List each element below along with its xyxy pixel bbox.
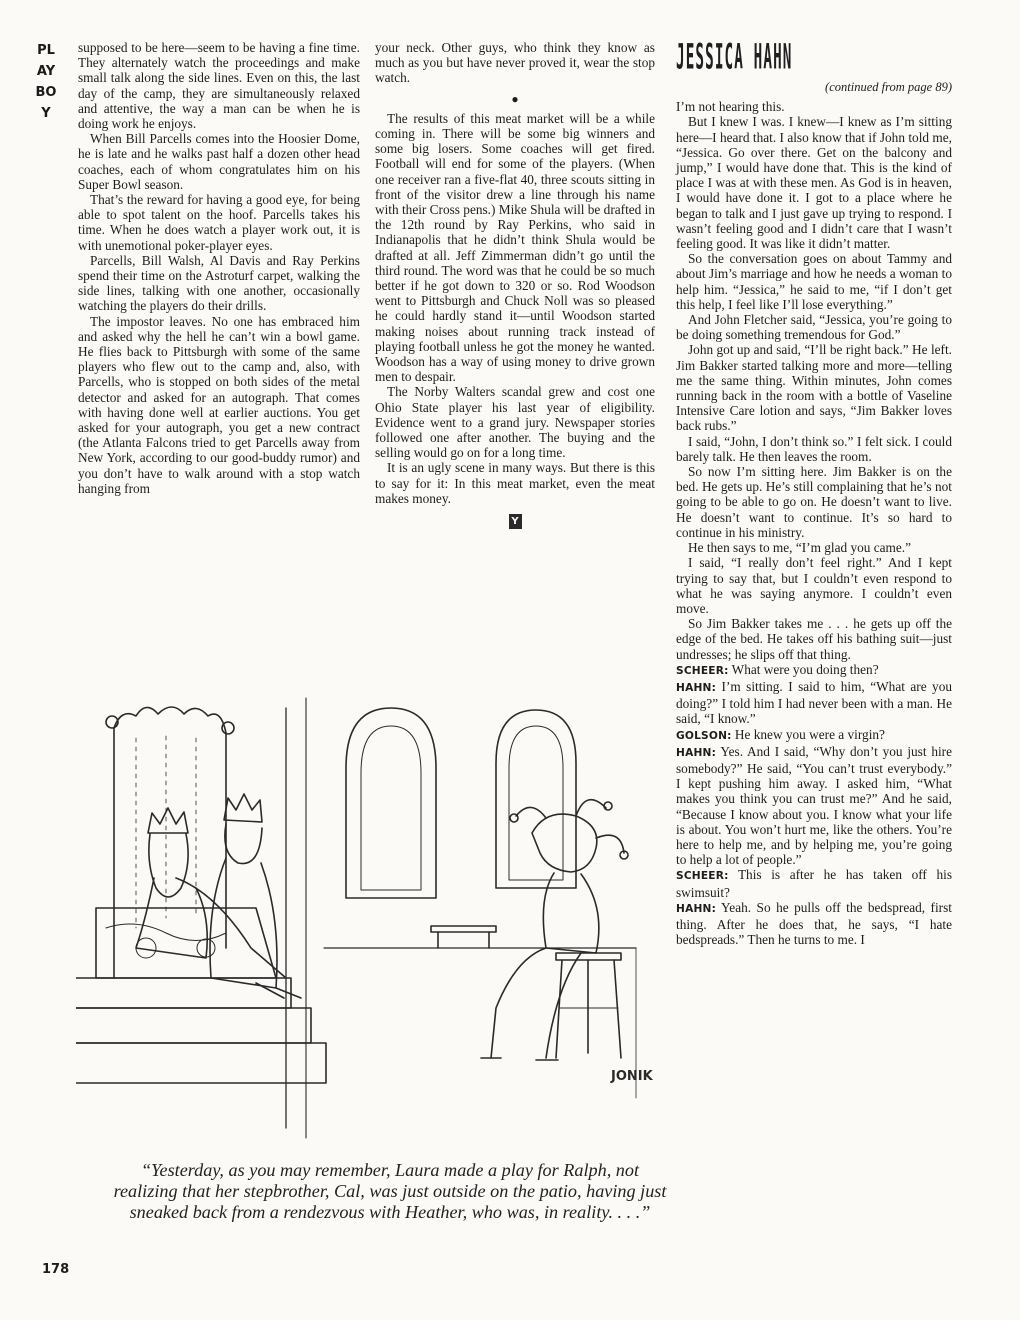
page-number: 178 <box>42 1262 70 1277</box>
paragraph: Parcells, Bill Walsh, Al Davis and Ray Perkins spend their time on the Astroturf carpet, walking the side lines, talking with one another, occasionally watching the players do their drills. <box>78 252 360 314</box>
paragraph-text: John got up and said, “I’ll be right back.” He left. Jim Bakker started talking more and more—telling me the same thing. Within minutes, John comes running back in the room with a bottle of Vaseline Intensive Care lotion and says, “Jim Bakker loves back rubs.” <box>676 342 952 434</box>
paragraph: When Bill Parcells comes into the Hoosier Dome, he is late and he walks past half a dozen other head coaches, each of whom congratulates him on his Super Bowl season. <box>78 131 360 192</box>
paragraph <box>676 555 952 616</box>
paragraph-text: So Jim Bakker takes me . . . he gets up off the edge of the bed. He takes off his bathing suit—just undresses; he slips off that thing. <box>676 616 952 662</box>
cartoon-illustration <box>76 648 676 1148</box>
paragraph-text: And John Fletcher said, “Jessica, you’re going to be doing something tremendous for God.” <box>676 312 952 343</box>
speaker-label: HAHN: <box>676 746 717 759</box>
paragraph <box>676 434 952 464</box>
paragraph: That’s the reward for having a good eye, for being able to spot talent on the hoof. Parcells takes his time. When he does watch a player work out, it is with unemotional poker-player eyes. <box>78 192 360 253</box>
speaker-label: SCHEER: <box>676 870 729 883</box>
paragraph: The results of this meat market will be a while coming in. There will be some big winners and some big losers. Some coaches will get fired. Football will end for some of the players. (When one receiver ran a five-flat 40, three scouts sitting in front of the visitor drew a line through his name with their Cross pens.) Mike Shula will be drafted in the 12th round by Ray Perkins, who said in Indianapolis that he didn’t think Shula would be drafted at all. Jeff Zimmerman didn’t go until the third round. The word was that he could be so much better if he got down to 320 or so. Rod Woodson went to Pittsburgh and Chuck Noll was so pleased he could hardly stand it—until Woodson started making noises about running track instead of playing football unless he got the money he wanted. Woodson has a way of using money to drive grown men to despair. <box>375 110 655 385</box>
speaker-label: HAHN: <box>676 681 717 694</box>
interview-exchange <box>676 867 952 899</box>
speaker-label: HAHN: <box>676 902 717 915</box>
interview-column <box>676 37 952 948</box>
paragraph <box>676 312 952 342</box>
paragraph: supposed to be here—seem to be having a fine time. They alternately watch the proceedings and make small talk along the side lines. Even on this, the last day of the camp, they are simultaneously relaxed and attentive, the way a man can be when he is doing work he enjoys. <box>78 40 360 132</box>
interview-exchange <box>676 744 952 868</box>
interview-exchange <box>676 679 952 727</box>
speaker-label: GOLSON: <box>676 729 732 742</box>
interview-exchange <box>676 727 952 744</box>
paragraph-text: So the conversation goes on about Tammy and about Jim’s marriage and how he needs a woman to help him. “Jessica,” he said to me, “if I don’t get this help, I feel like I’ll lose everything.” <box>676 251 952 312</box>
paragraph: It is an ugly scene in many ways. But there is this to say for it: In this meat market, even the meat makes money. <box>375 460 655 506</box>
paragraph <box>676 251 952 312</box>
paragraph-text: Yeah. So he pulls off the bedspread, first thing. After he does that, he says, “I hate bedspreads.” Then he turns to me. I <box>676 899 952 948</box>
paragraph-text: I’m not hearing this. <box>676 99 785 115</box>
paragraph: your neck. Other guys, who think they know as much as you but have never proved it, wear the stop watch. <box>375 40 655 86</box>
paragraph <box>676 99 952 114</box>
cartoon-caption: “Yesterday, as you may remember, Laura made a play for Ralph, not realizing that her stepbrother, Cal, was just outside on the patio, having just sneaked back from a rendezvous with Heather, who was, in reality. . . .” <box>113 1160 667 1222</box>
paragraph-text: I’m sitting. I said to him, “What are you doing?” I told him I had never been with a man. He said, “I know.” <box>676 678 952 727</box>
paragraph-text: He knew you were a virgin? <box>734 726 885 742</box>
paragraph <box>676 342 952 433</box>
paragraph <box>676 464 952 540</box>
magazine-name-vertical: PLAYBOY <box>35 43 57 121</box>
paragraph-text: I said, “John, I don’t think so.” I felt sick. I could barely talk. He then leaves the room. <box>676 433 952 464</box>
end-mark-icon: Y <box>509 514 522 529</box>
section-title: JESSICA HAHN <box>676 37 793 78</box>
article-column-1 <box>78 40 360 496</box>
cartoonist-signature: JONIK <box>611 1069 653 1084</box>
paragraph <box>676 540 952 555</box>
paragraph-text: What were you doing then? <box>731 661 879 677</box>
interview-exchange <box>676 662 952 679</box>
paragraph-text: So now I’m sitting here. Jim Bakker is on the bed. He gets up. He’s still complaining that he’s not going to be able to go on. He doesn’t want to live. He doesn’t want to continue. It’s so hard to continue in his ministry. <box>676 464 952 540</box>
article-column-2 <box>375 40 655 529</box>
section-separator: ● <box>511 91 519 106</box>
paragraph-text: But I knew I was. I knew—I knew as I’m sitting here—I heard that. I also know that if John told me, “Jessica. Go over there. Get on the balcony and jump,” I would have done that. This is the kind of place I was at with these men. As God is in heaven, I would have done it. I got to a place where he began to talk and I just gave up trying to respond. I wasn’t feeling good and I didn’t care that I wasn’t feeling good. It was like it didn’t matter. <box>676 114 952 252</box>
paragraph-text: I said, “I really don’t feel right.” And I kept trying to say that, but I couldn’t even respond to what he was saying anymore. I couldn’t even move. <box>676 555 952 616</box>
paragraph-text: He then says to me, “I’m glad you came.” <box>688 540 912 556</box>
paragraph: The impostor leaves. No one has embraced him and asked why the hell he can’t win a bowl game. He flies back to Pittsburgh with some of the same players who flew out to the camp and, also, with Parcells, who is stopped on both sides of the metal detector and asked for an autograph. That comes with having done well at earlier auctions. You get asked for your autograph, you get a new contract (the Atlanta Falcons tried to get Parcells away from New York, according to our good-buddy rumor) and you don’t have to walk around with a stop watch hanging from <box>78 313 360 496</box>
paragraph: The Norby Walters scandal grew and cost one Ohio State player his last year of eligibility. Evidence went to a grand jury. Newspaper stories followed one after another. The buying and the selling would go on for a long time. <box>375 384 655 461</box>
paragraph-text: This is after he has taken off his swimsuit? <box>676 867 952 900</box>
interview-exchange <box>676 900 952 948</box>
paragraph <box>676 616 952 662</box>
continued-note: (continued from page 89) <box>825 80 952 94</box>
interview-paragraphs <box>676 99 952 947</box>
paragraph <box>676 114 952 251</box>
paragraph-text: Yes. And I said, “Why don’t you just hire somebody?” He said, “You can’t trust everybody.” I kept pushing him away. I asked him, “What makes you think you can trust me?” And he said, “Because I know about you. I know what your life is about. You won’t hurt me, like the others. You’re here to help me, and by helping me, you’re going to help a lot of people.” <box>676 743 952 868</box>
speaker-label: SCHEER: <box>676 664 729 677</box>
